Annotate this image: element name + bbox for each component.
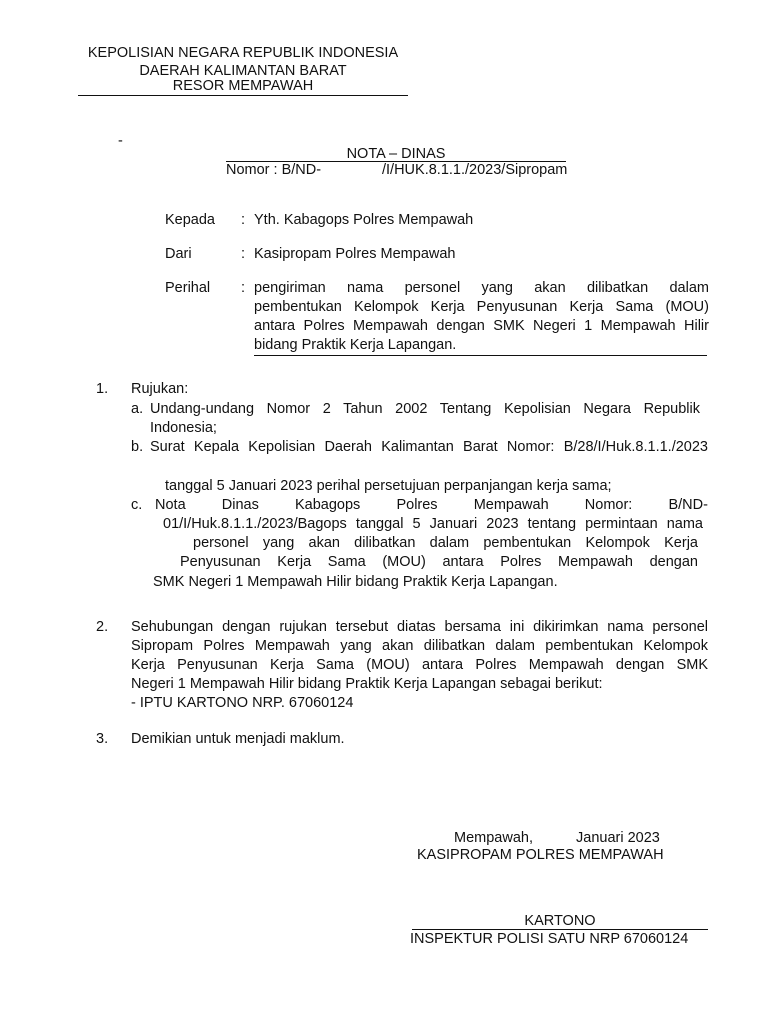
header-line-3: RESOR MEMPAWAH xyxy=(172,78,314,94)
subject-line-3: antara Polres Mempawah dengan SMK Negeri 1 Mempawah Hilir xyxy=(254,318,709,334)
number-prefix: Nomor : B/ND- xyxy=(226,162,322,178)
number-suffix: /I/HUK.8.1.1./2023/Sipropam xyxy=(382,162,568,178)
item-a-label: a. xyxy=(131,401,144,417)
section-1-number: 1. xyxy=(96,381,109,397)
to-colon: : xyxy=(241,212,246,228)
subject-line-2: pembentukan Kelompok Kerja Penyusunan Kerja Sama (MOU) xyxy=(254,299,709,315)
signatory-rank: INSPEKTUR POLISI SATU NRP 67060124 xyxy=(410,931,689,947)
item-c-word: Polres xyxy=(396,497,438,513)
signature-place: Mempawah, xyxy=(454,830,533,846)
item-c-line-2: 01/I/Huk.8.1.1./2023/Bagops tanggal 5 Januari 2023 tentang permintaan nama xyxy=(163,516,703,532)
item-c-word: Kabagops xyxy=(295,497,361,513)
from-value: Kasipropam Polres Mempawah xyxy=(254,246,456,262)
section-3-number: 3. xyxy=(96,731,109,747)
item-b-label: b. xyxy=(131,439,144,455)
subject-colon: : xyxy=(241,280,246,296)
subject-label: Perihal xyxy=(165,280,211,296)
signature-date: Januari 2023 xyxy=(576,830,660,846)
item-c-word: Nomor: xyxy=(584,497,633,513)
to-label: Kepada xyxy=(165,212,215,228)
item-b-line-1: Surat Kepala Kepolisian Daerah Kalimantan Barat Nomor: B/28/I/Huk.8.1.1./2023 xyxy=(150,439,708,455)
from-colon: : xyxy=(241,246,246,262)
item-c-word: Nota xyxy=(155,497,186,513)
section-3-text: Demikian untuk menjadi maklum. xyxy=(131,731,345,747)
section-1-title: Rujukan: xyxy=(131,381,189,397)
header-line-1: KEPOLISIAN NEGARA REPUBLIK INDONESIA xyxy=(87,45,399,61)
from-label: Dari xyxy=(165,246,192,262)
address-rule xyxy=(254,355,707,356)
document-title: NOTA – DINAS xyxy=(346,146,446,162)
item-c-line-5: SMK Negeri 1 Mempawah Hilir bidang Praktik Kerja Lapangan. xyxy=(153,574,558,590)
header-underline xyxy=(78,95,408,96)
item-c-line-1 xyxy=(155,496,708,514)
item-c-word: B/ND- xyxy=(668,497,708,513)
subject-line-1: pengiriman nama personel yang akan dilibatkan dalam xyxy=(254,280,709,296)
section-2-line-1: Sehubungan dengan rujukan tersebut diatas bersama ini dikirimkan nama personel xyxy=(131,619,708,635)
item-c-line-4: Penyusunan Kerja Sama (MOU) antara Polres Mempawah dengan xyxy=(180,554,698,570)
section-2-number: 2. xyxy=(96,619,109,635)
item-c-line-3: personel yang akan dilibatkan dalam pembentukan Kelompok Kerja xyxy=(193,535,698,551)
item-a-line-2: Indonesia; xyxy=(150,420,217,436)
item-c-word: Mempawah xyxy=(473,497,549,513)
item-c-word: Dinas xyxy=(221,497,259,513)
item-a-line-1: Undang-undang Nomor 2 Tahun 2002 Tentang Kepolisian Negara Republik xyxy=(150,401,700,417)
item-b-line-2: tanggal 5 Januari 2023 perihal persetujuan perpanjangan kerja sama; xyxy=(165,478,612,494)
section-2-line-3: Kerja Penyusunan Kerja Sama (MOU) antara Polres Mempawah dengan SMK xyxy=(131,657,708,673)
signatory-name: KARTONO xyxy=(524,913,596,929)
dash-mark: - xyxy=(118,133,123,149)
item-c-label: c. xyxy=(131,497,143,513)
section-2-line-4: Negeri 1 Mempawah Hilir bidang Praktik Kerja Lapangan sebagai berikut: xyxy=(131,676,603,692)
to-value: Yth. Kabagops Polres Mempawah xyxy=(254,212,474,228)
subject-line-4: bidang Praktik Kerja Lapangan. xyxy=(254,337,457,353)
personnel-entry: - IPTU KARTONO NRP. 67060124 xyxy=(131,695,354,711)
section-2-line-2: Sipropam Polres Mempawah yang akan dilibatkan dalam pembentukan Kelompok xyxy=(131,638,708,654)
header-line-2: DAERAH KALIMANTAN BARAT xyxy=(139,63,347,79)
signature-office: KASIPROPAM POLRES MEMPAWAH xyxy=(417,847,664,863)
